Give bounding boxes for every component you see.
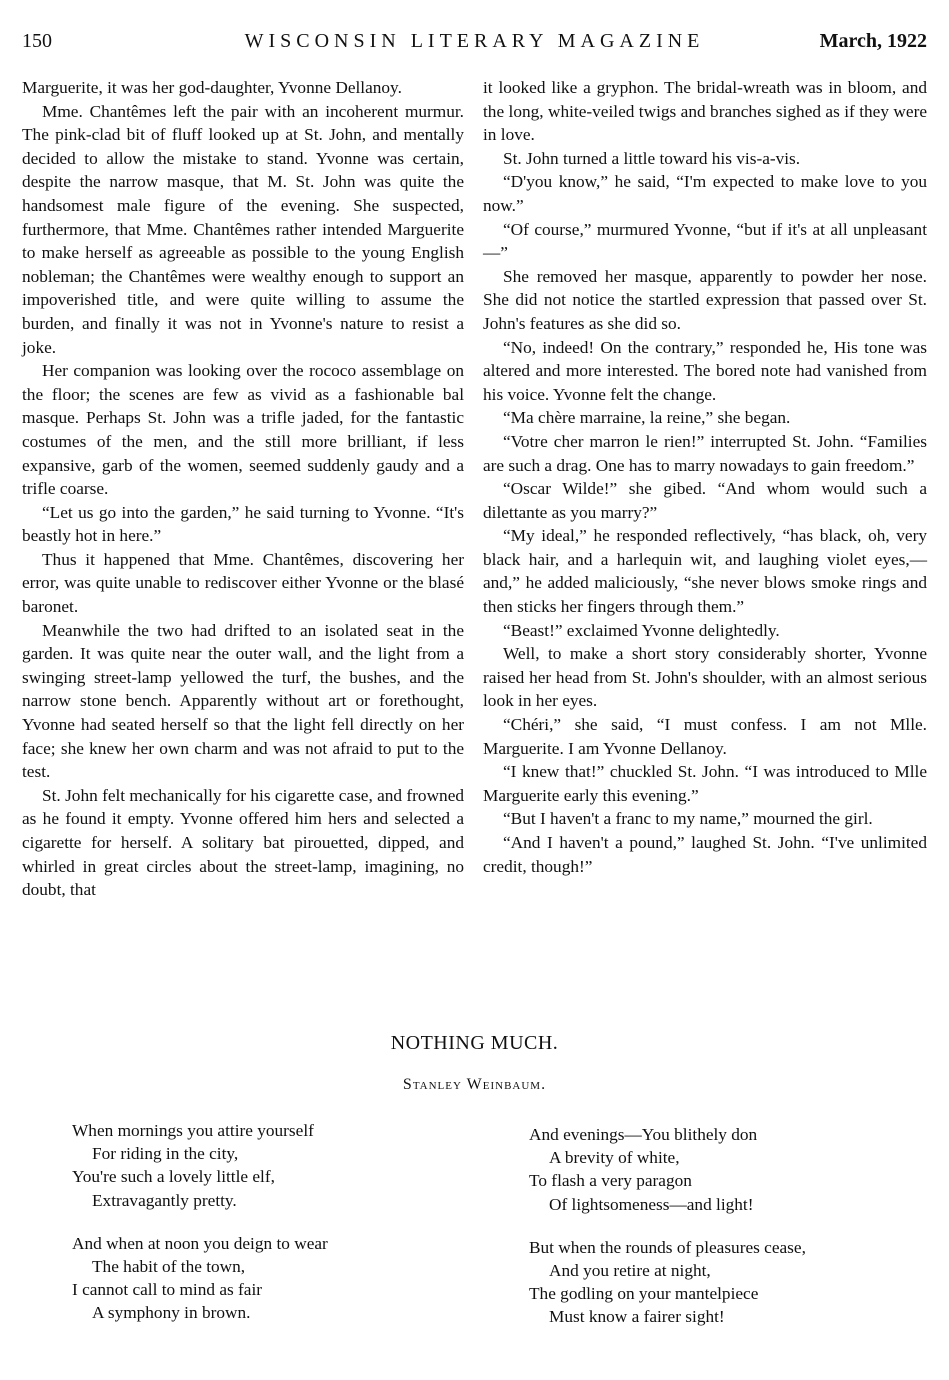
story-paragraph: “But I haven't a franc to my name,” mourned the girl. (503, 809, 873, 829)
story-paragraph: “Chéri,” she said, “I must confess. I am not Mlle. Marguerite. I am Yvonne Dellanoy. (483, 715, 927, 758)
poem-stanza (529, 1236, 806, 1329)
story-paragraph: Thus it happened that Mme. Chantêmes, discovering her error, was quite unable to rediscover either Yvonne or the blasé baronet. (22, 549, 464, 617)
poem-line: For riding in the city, (92, 1144, 239, 1164)
poem-line: The habit of the town, (92, 1257, 246, 1277)
poem-line: The godling on your mantelpiece (529, 1284, 759, 1304)
story-paragraph: Meanwhile the two had drifted to an isolated seat in the garden. It was quite near the outer wall, and the light from a swinging street-lamp yellowed the turf, the bushes, and the narrow stone bench. Apparently without art or forethought, Yvonne had seated herself so that the light fell directly on her face; she knew her own charm and was not afraid to put to the test. (22, 620, 464, 782)
poem-line: And you retire at night, (549, 1261, 711, 1281)
poem-line: A symphony in brown. (92, 1303, 251, 1323)
poem-left-stanzas (72, 1119, 328, 1345)
poem-line: Of lightsomeness—and light! (549, 1194, 754, 1214)
story-paragraph: Marguerite, it was her god-daughter, Yvonne Dellanoy. (22, 78, 402, 97)
story-paragraph: “Oscar Wilde!” she gibed. “And whom would such a dilettante as you marry?” (483, 479, 927, 522)
page-header (22, 30, 927, 60)
story-paragraph: Well, to make a short story considerably shorter, Yvonne raised her head from St. John's shoulder, with an almost serious look in her eyes. (483, 644, 927, 711)
story-paragraph: She removed her masque, apparently to powder her nose. She did not notice the startled expression that passed over St. John's features as she did so. (483, 266, 927, 333)
poem-stanza (529, 1123, 806, 1216)
poem-line: When mornings you attire yourself (72, 1121, 314, 1140)
poem-author: Stanley Weinbaum. (402, 1076, 547, 1093)
story-paragraph: “Of course,” murmured Yvonne, “but if it's at all unpleasant—” (483, 219, 927, 263)
issue-date: March, 1922 (819, 30, 927, 52)
running-title: WISCONSIN LITERARY MAGAZINE (244, 30, 705, 52)
story-paragraph: “My ideal,” he responded reflectively, “has black, oh, very black hair, and a harlequin wit, and laughing violet eyes,—and,” he added maliciously, “she never blows smoke rings and then sticks her fingers through them.” (483, 526, 927, 617)
story-paragraph: “No, indeed! On the contrary,” responded he, His tone was altered and more interested. The bored note had vanished from his voice. Yvonne felt the change. (483, 337, 927, 404)
poem-stanza (72, 1232, 328, 1325)
poem-line: You're such a lovely little elf, (72, 1167, 275, 1187)
poem-right-stanzas (529, 1123, 806, 1349)
poem-line: And when at noon you deign to wear (72, 1233, 328, 1253)
poem-line: And evenings—You blithely don (529, 1125, 758, 1144)
story-paragraph: “D'you know,” he said, “I'm expected to make love to you now.” (483, 172, 927, 215)
story-paragraph: “Ma chère marraine, la reine,” she began. (503, 408, 791, 428)
poem-line: A brevity of white, (549, 1148, 680, 1168)
story-left-column (22, 76, 464, 902)
poem-line: But when the rounds of pleasures cease, (529, 1237, 806, 1257)
poem-stanza (72, 1119, 328, 1212)
story-paragraph: “Votre cher marron le rien!” interrupted St. John. “Families are such a drag. One has to marry nowadays to gain freedom.” (483, 431, 927, 475)
page-number: 150 (22, 30, 52, 52)
story-paragraph: Her companion was looking over the rococo assemblage on the floor; the scenes are few as vivid as a fashionable bal masque. Perhaps St. John was a trifle jaded, for the fantastic costumes of the men, and the still more brilliant, if less expansive, garb of the women, seemed suddenly gaudy and a trifle coarse. (22, 361, 464, 499)
poem-line: I cannot call to mind as fair (72, 1280, 263, 1300)
story-paragraph: St. John turned a little toward his vis-a-vis. (503, 148, 801, 168)
story-paragraph: it looked like a gryphon. The bridal-wreath was in bloom, and the long, white-veiled twigs and branches sighed as if they were in love. (483, 78, 927, 145)
poem-line: To flash a very paragon (529, 1171, 692, 1191)
poem-line: Must know a fairer sight! (549, 1307, 725, 1327)
story-paragraph: St. John felt mechanically for his cigarette case, and frowned as he found it empty. Yvonne offered him hers and selected a cigarette for herself. A solitary bat pirouetted, dipped, and whirled in great circles about the street-lamp, imagining, no doubt, that (22, 785, 464, 900)
story-paragraph: “I knew that!” chuckled St. John. “I was introduced to Mlle Marguerite early this evening.” (483, 762, 927, 805)
story-paragraph: Mme. Chantêmes left the pair with an incoherent murmur. The pink-clad bit of fluff looked up at St. John, and mentally decided to allow the mistake to stand. Yvonne was certain, despite the narrow masque, that M. St. John was quite the handsomest male figure of the evening. She suspected, furthermore, that Mme. Chantêmes rather intended Marguerite to make herself as agreeable as possible to the young English nobleman; the Chantêmes were wealthy enough to support an impoverished title, and were quite willing to assume the burden, and finally it was not in Yvonne's nature to resist a joke. (22, 101, 464, 357)
story-right-column (483, 76, 927, 878)
story-paragraph: “Let us go into the garden,” he said turning to Yvonne. “It's beastly hot in here.” (22, 502, 464, 546)
poem-title: NOTHING MUCH. (390, 1032, 559, 1054)
story-paragraph: “Beast!” exclaimed Yvonne delightedly. (503, 620, 780, 640)
poem-line: Extravagantly pretty. (92, 1190, 237, 1210)
story-paragraph: “And I haven't a pound,” laughed St. John. “I've unlimited credit, though!” (483, 833, 927, 876)
